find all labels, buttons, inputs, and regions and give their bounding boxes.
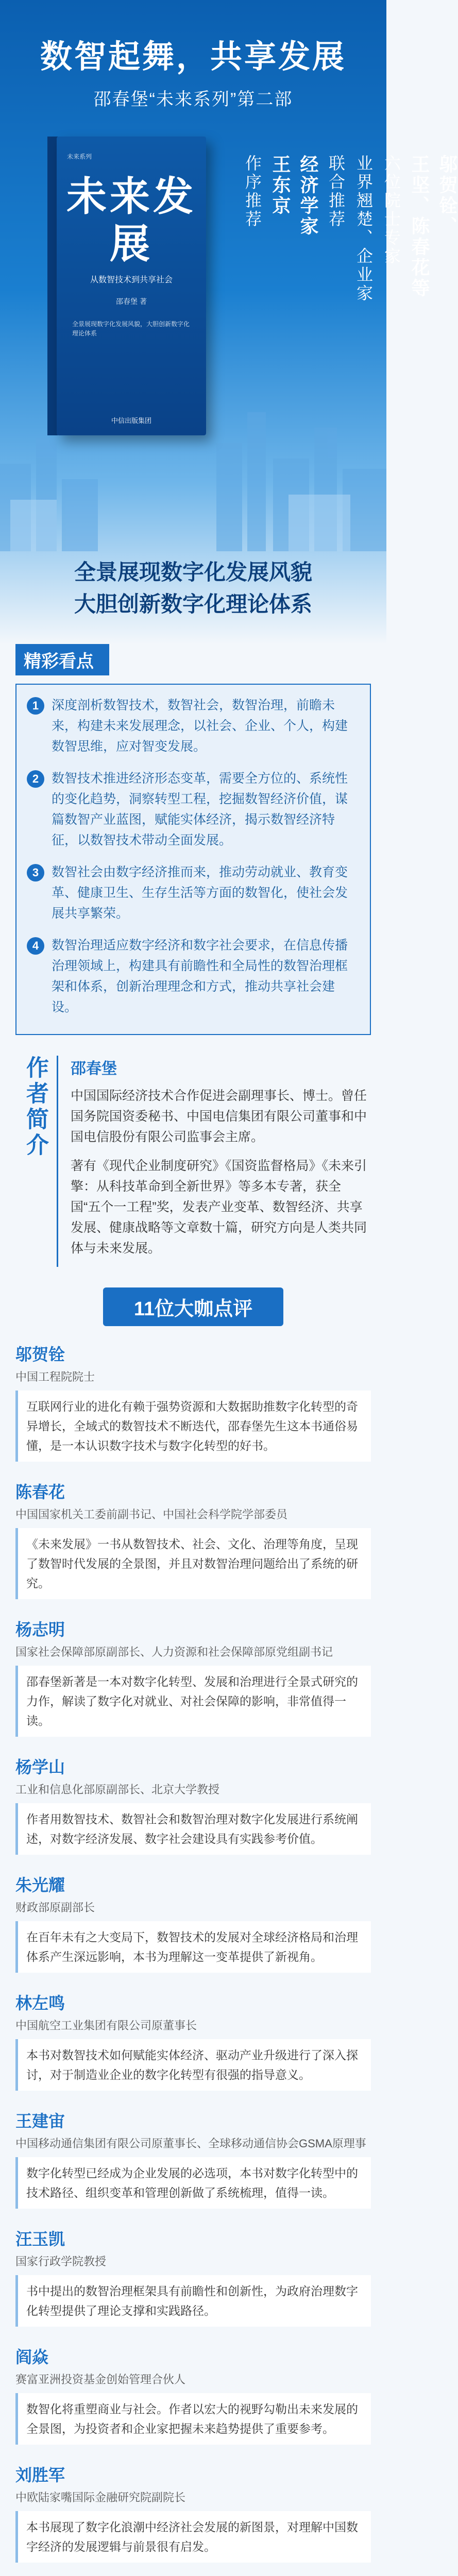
reviewer-title: 中国移动通信集团有限公司原董事长、全球移动通信协会GSMA原理事: [15, 2137, 366, 2150]
reviewer-name: 陈春花: [15, 1483, 65, 1501]
highlight-text: 数智技术推进经济形态变革，需要全方位的、系统性的变化趋势，洞察转型工程，挖掘数智经济价值，谋篇数智产业蓝图，赋能实体经济，揭示数智经济特征，以数智技术带动全面发展。: [52, 771, 348, 848]
recommend-col: 王东京: [270, 155, 291, 216]
highlight-number: 1: [27, 697, 44, 715]
hero-title: 数智起舞，共享发展: [40, 39, 346, 75]
review-item: [15, 2108, 371, 2209]
reviewer-title: 中国航空工业集团有限公司原董事长: [15, 2019, 197, 2032]
review-item: [15, 2226, 371, 2327]
highlight-item: [27, 768, 360, 851]
reviewer-title: 财政部原副部长: [15, 1901, 95, 1914]
reviewer-title: 国家行政学院教授: [15, 2255, 107, 2268]
reviewer-name: 邬贺铨: [15, 1345, 65, 1364]
recommend-col: 作序推荐: [243, 155, 262, 229]
recommend-col: 业界翘楚、企业家: [354, 155, 373, 303]
slogan: [0, 556, 386, 620]
reviewer-title: 中国国家机关工委前副书记、中国社会科学院学部委员: [15, 1508, 288, 1521]
book-author: 邵春堡 著: [116, 297, 147, 306]
reviewer-title: 工业和信息化部原副部长、北京大学教授: [15, 1783, 220, 1796]
highlight-item: [27, 862, 360, 924]
highlight-item: [27, 695, 360, 757]
review-text: 邵春堡新著是一本对数字化转型、发展和治理进行全景式研究的力作，解读了数字化对就业、对社会保障的影响，非常值得一读。: [15, 1666, 371, 1737]
author-label: 作者简介: [15, 1056, 58, 1267]
reviewer-name: 阎焱: [15, 2348, 49, 2366]
review-item: [15, 1754, 371, 1855]
highlight-number: 2: [27, 770, 44, 788]
reviewer-name: 王建宙: [15, 2112, 65, 2130]
review-text: 作者用数智技术、数智社会和数智治理对数字化发展进行系统阐述，对数字经济发展、数字社会建设具有实践参考价值。: [15, 1803, 371, 1855]
book-blurb: 全景展现数字化发展风貌，大胆创新数字化理论体系: [72, 320, 190, 337]
review-item: [15, 1617, 371, 1737]
book-cover: [57, 137, 206, 435]
reviewer-title: 国家社会保障部原副部长、人力资源和社会保障部原党组副书记: [15, 1646, 333, 1658]
reviewer-name: 林左鸣: [15, 1994, 65, 2012]
reviewer-title: 赛富亚洲投资基金创始管理合伙人: [15, 2373, 186, 2386]
recommendation-columns: [242, 155, 457, 443]
review-item: [15, 2462, 371, 2563]
highlight-number: 4: [27, 937, 44, 955]
review-text: 数字化转型已经成为企业发展的必选项，本书对数字化转型中的技术路径、组织变革和管理创新做了系统梳理，值得一读。: [15, 2157, 371, 2209]
reviews-list: [15, 1342, 371, 2576]
reviewer-name: 汪玉凯: [15, 2230, 65, 2248]
review-text: 数智化将重塑商业与社会。作者以宏大的视野勾勒出未来发展的全景图，为投资者和企业家把握未来趋势提供了重要参考。: [15, 2393, 371, 2445]
book-title: 未来发展: [66, 174, 196, 266]
reviews-title: 11位大咖点评: [103, 1287, 283, 1326]
reviewer-title: 中国工程院院士: [15, 1370, 95, 1383]
highlight-number: 3: [27, 864, 44, 882]
book-series-tag: 未来系列: [67, 153, 92, 160]
book-spine: [47, 137, 58, 435]
review-text: 本书对数智技术如何赋能实体经济、驱动产业升级进行了深入探讨，对于制造业企业的数字化转型有很强的指导意义。: [15, 2039, 371, 2091]
review-text: 本书展现了数字化浪潮中经济社会发展的新图景，对理解中国数字经济的发展逻辑与前景很有启发。: [15, 2511, 371, 2563]
highlights-section: [15, 644, 371, 1035]
author-name: 邵春堡: [71, 1060, 117, 1077]
review-item: [15, 1872, 371, 1973]
recommend-col: 邬贺铨、: [437, 155, 458, 237]
review-item: [15, 1342, 371, 1462]
review-text: 互联网行业的进化有赖于强势资源和大数据助推数字化转型的奇异增长，全域式的数智技术不断迭代，邵春堡先生这本书通俗易懂，是一本认识数字技术与数字化转型的好书。: [15, 1391, 371, 1462]
recommend-col: 王坚、陈春花等: [409, 155, 430, 299]
book-subtitle: 从数智技术到共享社会: [90, 276, 173, 284]
review-item: [15, 2344, 371, 2445]
review-text: 《未来发展》一书从数智技术、社会、文化、治理等角度，呈现了数智时代发展的全景图，并且对数智治理问题给出了系统的研究。: [15, 1528, 371, 1599]
author-body: [58, 1056, 371, 1267]
highlight-item: [27, 935, 360, 1018]
recommend-col: 六位院士专家: [382, 155, 401, 266]
reviewer-name: 杨学山: [15, 1758, 65, 1776]
highlight-text: 数智社会由数字经济推而来，推动劳动就业、教育变革、健康卫生、生存生活等方面的数智化，使社会发展共享繁荣。: [52, 865, 348, 921]
highlights-tag: 精彩看点: [15, 644, 109, 675]
hero-subtitle: 邵春堡“未来系列”第二部: [93, 90, 293, 109]
highlight-text: 数智治理适应数字经济和数字社会要求，在信息传播治理领域上，构建具有前瞻性和全局性的数智治理框架和体系，创新治理理念和方式，推动共享社会建设。: [52, 938, 348, 1014]
book-publisher: 中信出版集团: [111, 417, 151, 425]
hero-banner: [0, 0, 458, 644]
review-text: 书中提出的数智治理框架具有前瞻性和创新性，为政府治理数字化转型提供了理论支撑和实践路径。: [15, 2275, 371, 2327]
review-text: 在百年未有之大变局下，数智技术的发展对全球经济格局和治理体系产生深远影响，本书为理解这一变革提供了新视角。: [15, 1921, 371, 1973]
reviewer-name: 刘胜军: [15, 2466, 65, 2484]
reviewer-title: 中欧陆家嘴国际金融研究院副院长: [15, 2491, 186, 2504]
highlight-text: 深度剖析数智技术，数智社会，数智治理，前瞻未来，构建未来发展理念，以社会、企业、个人，构建数智思维，应对智变发展。: [52, 698, 348, 754]
slogan-line-1: 全景展现数字化发展风貌: [74, 560, 312, 584]
highlights-list: [15, 684, 371, 1035]
recommend-col: 经济学家: [298, 155, 319, 237]
author-section: [15, 1056, 371, 1267]
reviewer-name: 杨志明: [15, 1620, 65, 1639]
reviews-header: [0, 1287, 386, 1326]
author-bio-1: 中国国际经济技术合作促进会副理事长、博士。曾任国务院国资委秘书、中国电信集团有限公司董事和中国电信股份有限公司监事会主席。: [71, 1089, 367, 1144]
reviewer-name: 朱光耀: [15, 1876, 65, 1894]
review-item: [15, 1479, 371, 1599]
slogan-line-2: 大胆创新数字化理论体系: [74, 592, 312, 616]
author-bio-2: 著有《现代企业制度研究》《国资监督格局》《未来引擎：从科技革命到全新世界》等多本专著，获全国“五个一工程”奖，发表产业变革、数智经济、共享发展、健康战略等文章数十篇，研究方向是人类共同体与未来发展。: [71, 1159, 367, 1256]
review-item: [15, 1990, 371, 2091]
recommend-col: 联合推荐: [327, 155, 345, 229]
